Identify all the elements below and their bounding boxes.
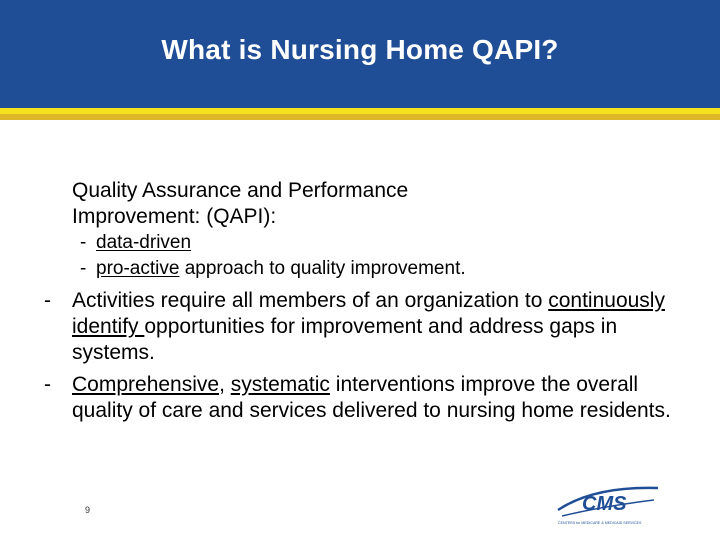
intro-paragraph <box>36 178 696 230</box>
intro-line-2: Improvement: (QAPI): <box>72 205 277 228</box>
cms-logo <box>554 480 664 528</box>
slide-body <box>36 178 696 424</box>
bullet-activities-post: opportunities for improvement and address gaps in systems. <box>72 315 618 364</box>
systematic-term: systematic <box>230 373 330 396</box>
bullet-activities-pre: Activities require all members of an organization to <box>72 289 549 312</box>
comprehensive-term: Comprehensive <box>72 373 220 396</box>
slide-title: What is Nursing Home QAPI? <box>161 34 559 65</box>
dash-marker: - <box>44 289 51 312</box>
bullet-comprehensive-post: interventions improve the overall quality of care and services delivered to nursing home residents. <box>72 373 671 422</box>
page-number: 9 <box>85 505 91 515</box>
sub-item-rest: approach to quality improvement. <box>179 258 466 279</box>
logo-tagline: CENTERS for MEDICARE & MEDICAID SERVICES <box>558 521 642 525</box>
logo-text: CMS <box>582 493 627 515</box>
dash-marker: - <box>44 373 51 396</box>
dash-marker: - <box>80 258 87 279</box>
gold-stripe <box>0 114 720 120</box>
sub-item-data-driven <box>36 230 696 256</box>
title-banner <box>0 0 720 108</box>
data-driven-term: data-driven <box>96 232 192 253</box>
pro-active-term: pro-active <box>96 258 180 279</box>
bullet-activities <box>36 288 696 366</box>
sub-item-pro-active <box>36 256 696 282</box>
separator: , <box>219 373 231 396</box>
dash-marker: - <box>80 232 87 253</box>
intro-line-1: Quality Assurance and Performance <box>72 179 409 202</box>
bullet-comprehensive <box>36 372 696 424</box>
continuously-identify-term: continuously identify <box>72 289 665 338</box>
